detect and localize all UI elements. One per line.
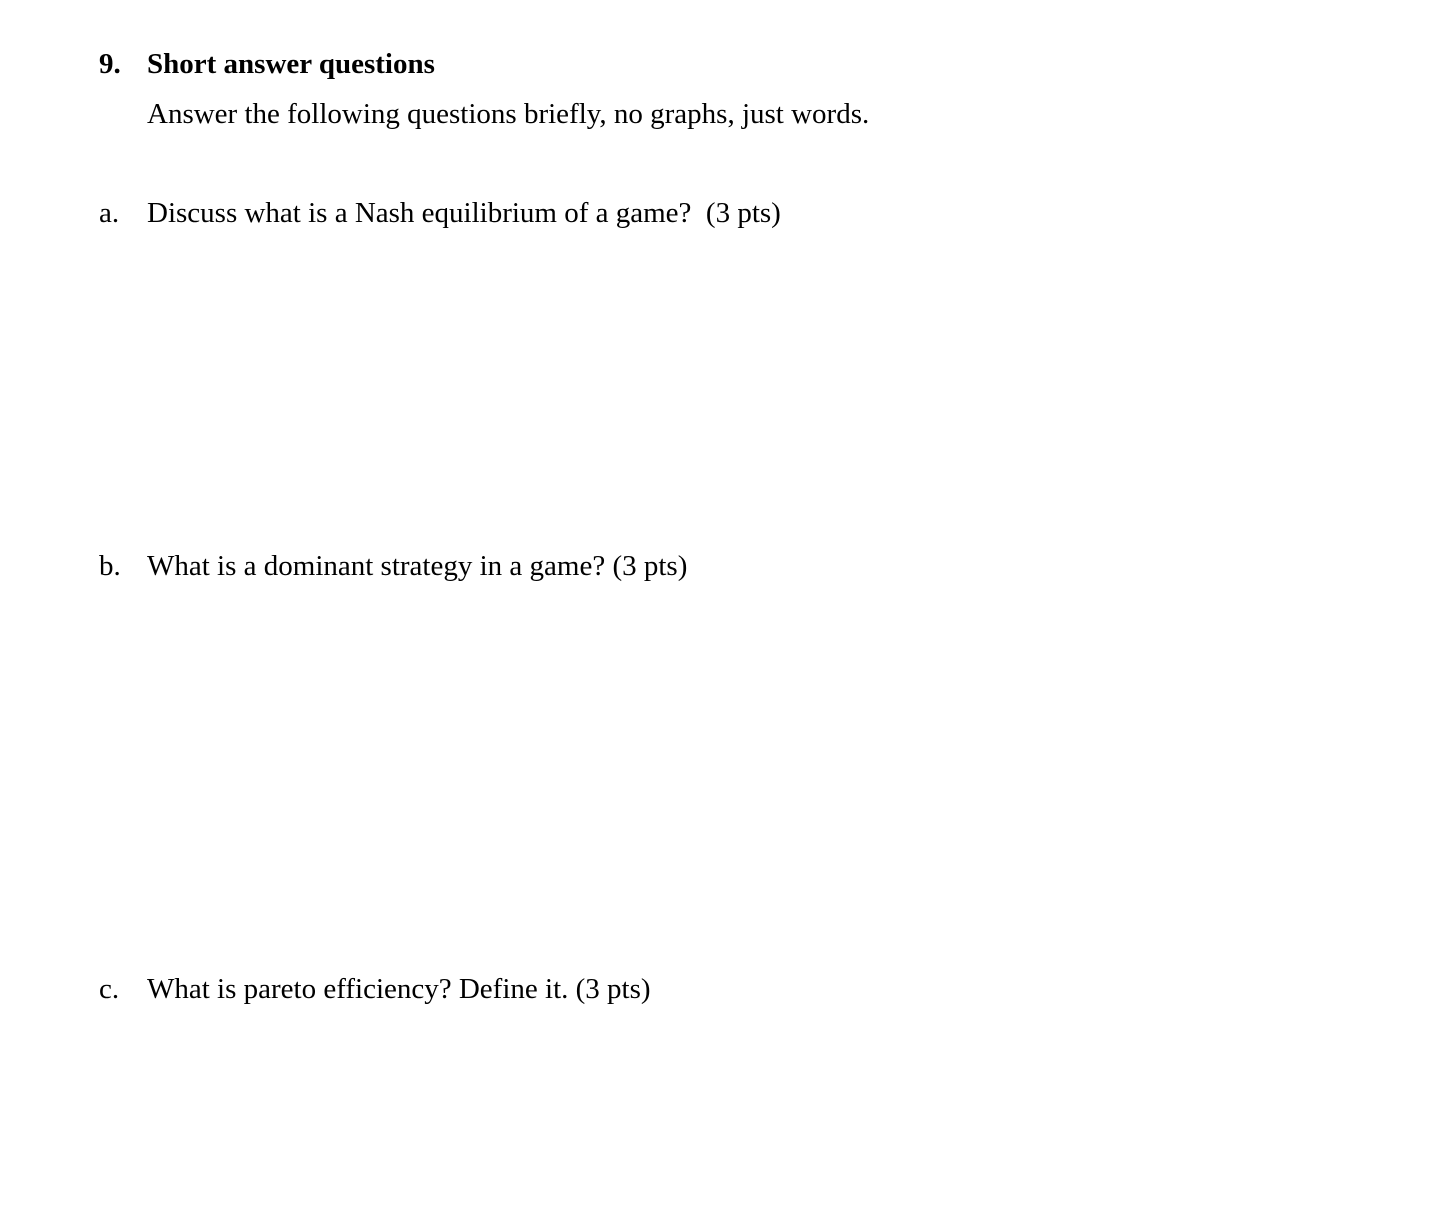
question-c [99,972,651,1006]
question-label: a. [99,197,120,229]
question-text: Discuss what is a Nash equilibrium of a game? (3 pts) [147,197,781,229]
question-text: What is pareto efficiency? Define it. (3 pts) [147,973,651,1005]
question-a [99,196,781,230]
question-label: b. [99,550,121,582]
section-instructions: Answer the following questions briefly, no graphs, just words. [147,98,870,130]
question-b [99,549,687,583]
question-text: What is a dominant strategy in a game? (3 pts) [147,550,688,582]
section-number: 9. [99,48,121,80]
question-label: c. [99,973,120,1005]
section-heading [99,47,435,81]
section-title: Short answer questions [147,48,435,80]
